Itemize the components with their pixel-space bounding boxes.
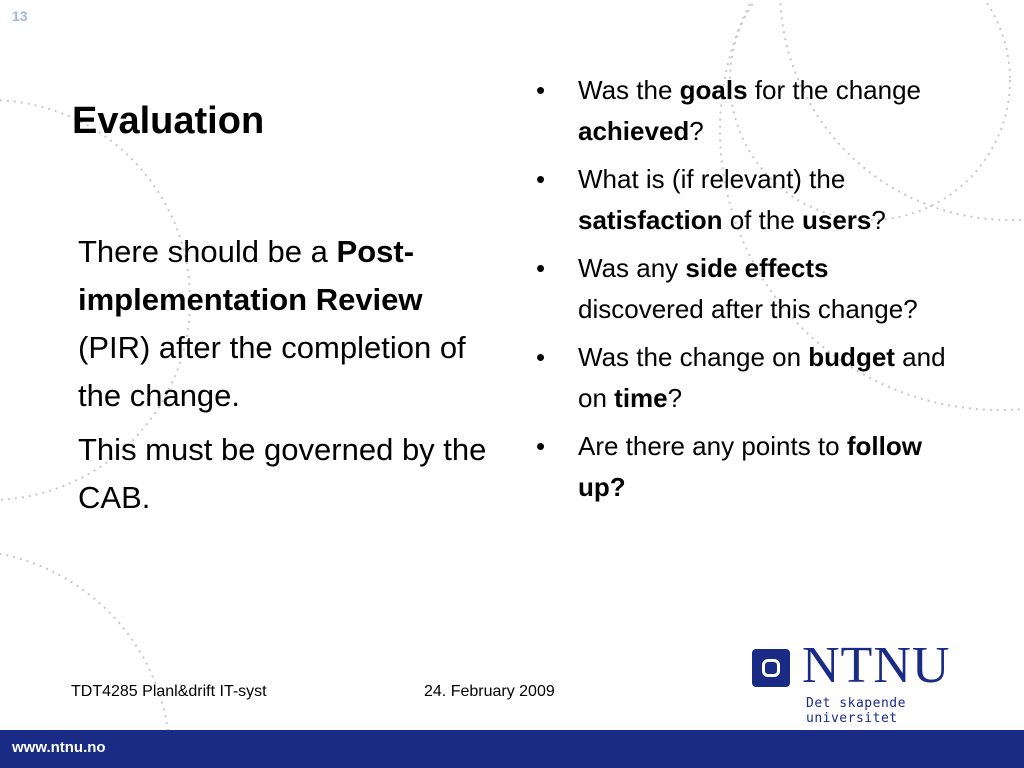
- bullet-text: and on: [578, 342, 946, 413]
- pir-text-pre: There should be a: [78, 234, 337, 269]
- footer-course: TDT4285 Planl&drift IT-syst: [71, 683, 267, 700]
- pir-text-post: (PIR) after the completion of the change.: [78, 330, 466, 413]
- bullet-bold: goals: [679, 75, 748, 105]
- pir-term: Post-implementation Review: [78, 234, 423, 317]
- footer-date: 24. February 2009: [424, 683, 555, 700]
- bullet-marker: •: [536, 342, 546, 372]
- ntnu-logo-tagline: Det skapende universitet: [806, 696, 906, 726]
- evaluation-questions-list: [536, 70, 956, 515]
- bullet-item-goals: [536, 70, 956, 152]
- bullet-marker: •: [536, 253, 546, 283]
- ntnu-logo: [752, 637, 1002, 726]
- bullet-bold: follow up?: [578, 431, 922, 502]
- bullet-item-budget: [536, 337, 956, 419]
- bullet-text: ?: [667, 383, 683, 413]
- bullet-bold: users: [802, 205, 872, 235]
- footer-url-link[interactable]: www.ntnu.no: [12, 739, 106, 756]
- bullet-text: ?: [871, 205, 886, 235]
- bullet-item-satisfaction: [536, 159, 956, 241]
- bullet-bold: side effects: [685, 253, 829, 283]
- bullet-marker: •: [536, 431, 546, 461]
- bullet-text: Was the: [578, 75, 680, 105]
- bullet-text: discovered after this change?: [578, 294, 918, 324]
- cab-paragraph: This must be governed by the CAB.: [78, 432, 487, 515]
- bullet-bold: achieved: [578, 116, 690, 146]
- bullet-text: of the: [722, 205, 802, 235]
- ntnu-logo-wordmark: NTNU: [802, 637, 951, 694]
- bullet-text: Was the change on: [578, 342, 809, 372]
- left-text-block: [78, 228, 498, 528]
- bullet-text: Are there any points to: [578, 431, 847, 461]
- bullet-marker: •: [536, 164, 546, 194]
- bullet-item-side-effects: [536, 248, 956, 330]
- ntnu-logo-icon: [752, 649, 790, 687]
- bullet-text: for the change: [747, 75, 922, 105]
- pir-paragraph: [78, 228, 498, 420]
- bullet-bold: budget: [808, 342, 895, 372]
- bullet-marker: •: [536, 75, 546, 105]
- bullet-bold: time: [614, 383, 668, 413]
- bullet-bold: satisfaction: [578, 205, 723, 235]
- bullet-item-follow-up: [536, 426, 956, 508]
- bullet-text: ?: [689, 116, 704, 146]
- bullet-text: What is (if relevant) the: [578, 164, 846, 194]
- bullet-text: Was any: [578, 253, 686, 283]
- footer-bar: [0, 730, 1024, 768]
- slide-title: Evaluation: [72, 100, 265, 142]
- slide-number: 13: [12, 8, 28, 24]
